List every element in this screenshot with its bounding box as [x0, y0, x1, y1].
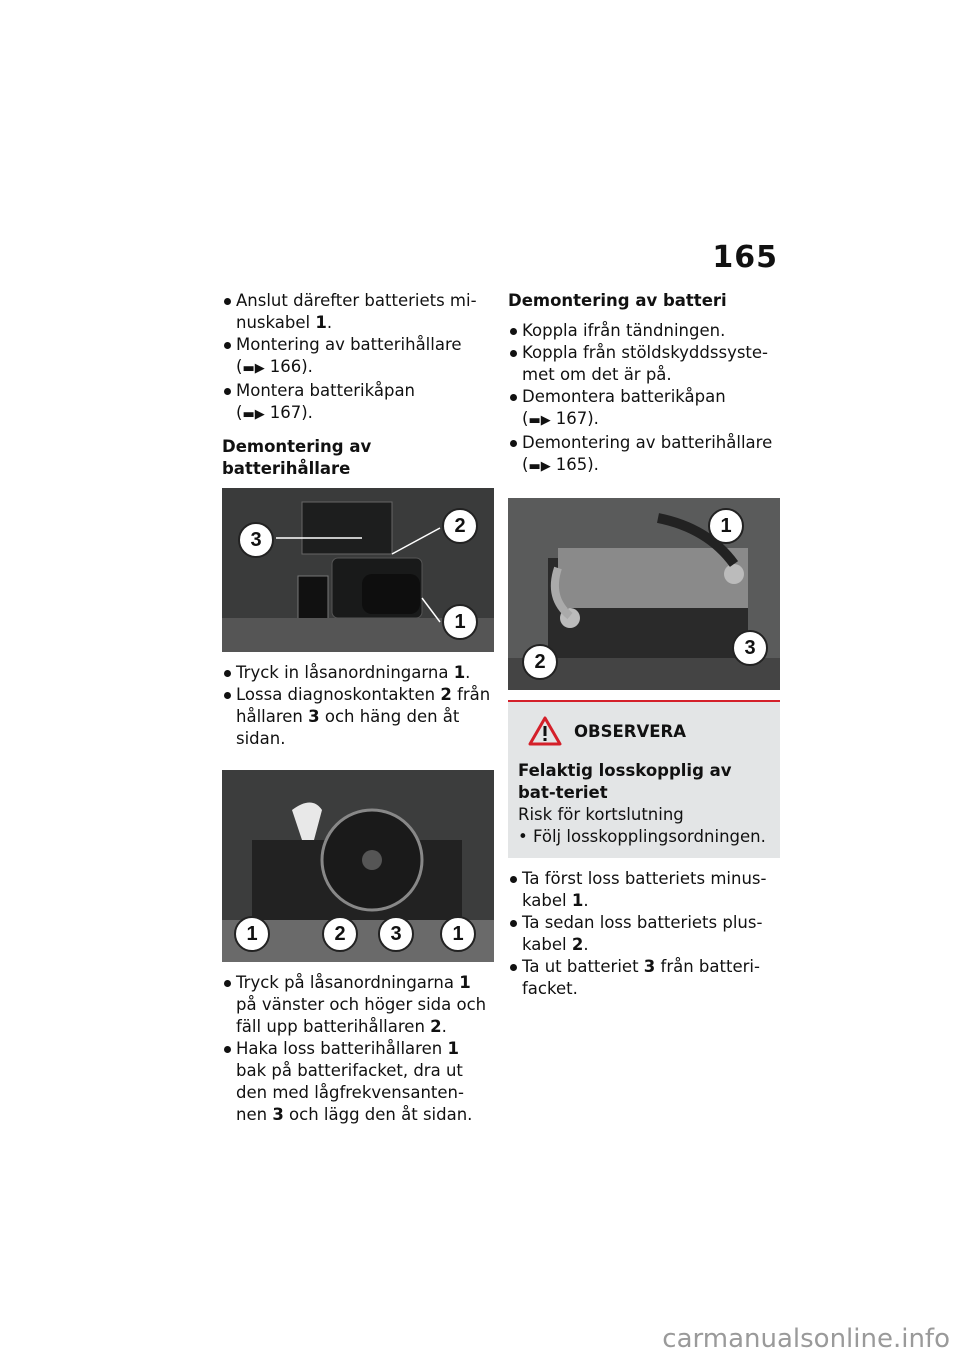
step-text: på vänster och höger sida och fäll upp batterihållaren: [236, 995, 487, 1036]
step-text: Montering av batterihållare: [236, 335, 462, 354]
ref-number: 3: [308, 707, 320, 726]
step-text: bak på batterifacket, dra ut den med lågfrekvensanten-nen: [236, 1061, 464, 1124]
figure-battery-holder-lift: [222, 770, 494, 962]
right-column: [508, 290, 780, 1000]
step-text: Ta sedan loss batteriets plus-kabel: [522, 913, 763, 954]
ref-page: 165).: [555, 455, 599, 474]
figure-battery: [508, 498, 780, 690]
step-text: Ta ut batteriet: [522, 957, 644, 976]
arrow-right-icon: ▬▶: [528, 413, 551, 428]
list-item: [508, 956, 780, 1000]
warning-header: [528, 716, 770, 746]
step-text: och lägg den åt sidan.: [283, 1105, 473, 1124]
step-text: från batteri-facket.: [522, 957, 760, 998]
callout-2: 2: [322, 916, 358, 952]
ref-number: 2: [571, 935, 584, 954]
warning-subtitle: Felaktig losskopplig av bat-teriet: [518, 761, 732, 802]
list-item: [222, 290, 494, 334]
page-number: 165: [712, 240, 778, 275]
list-item: [222, 380, 494, 426]
step-text: Montera batterikåpan: [236, 381, 416, 400]
warning-label: OBSERVERA: [574, 721, 686, 741]
ref-number: 2: [430, 1017, 442, 1036]
ref-number: 1: [453, 663, 466, 682]
step-text: Tryck in låsanordningarna: [236, 663, 454, 682]
step-text: .: [583, 891, 589, 910]
section-heading: Demontering av batteri: [508, 291, 727, 310]
list-item: [222, 334, 494, 380]
list-item: [508, 868, 780, 912]
callout-1: 1: [234, 916, 270, 952]
page-reference[interactable]: (▬▶ 165).: [522, 455, 599, 474]
list-item: [508, 386, 780, 432]
ref-number: 1: [315, 313, 327, 332]
list-item: [508, 432, 780, 478]
section-heading: Demontering av batterihållare: [222, 437, 372, 478]
page-reference[interactable]: (▬▶ 166).: [236, 357, 313, 376]
step-text: Lossa diagnoskontakten: [236, 685, 441, 704]
step-text: Koppla från stöldskyddssyste-met om det är på.: [522, 343, 769, 384]
step-text: .: [583, 935, 589, 954]
ref-number: 1: [571, 891, 584, 910]
list-item: [222, 1038, 494, 1126]
figure-battery-holder-diag: [222, 488, 494, 652]
step-text: Tryck på låsanordningarna: [236, 973, 460, 992]
watermark: carmanualsonline.info: [662, 1324, 950, 1354]
list-item: [508, 912, 780, 956]
ref-page: 167).: [269, 403, 313, 422]
callout-3: 3: [378, 916, 414, 952]
page-reference[interactable]: (▬▶ 167).: [236, 403, 313, 422]
step-text: Demontera batterikåpan: [522, 387, 726, 406]
step-text: Ta först loss batteriets minus-kabel: [522, 869, 767, 910]
warning-box: [508, 700, 780, 858]
ref-number: 1: [459, 973, 471, 992]
warning-action: • Följ losskopplingsordningen.: [518, 827, 766, 846]
ref-page: 167).: [555, 409, 599, 428]
list-item: [222, 662, 494, 684]
callout-2: 2: [442, 508, 478, 544]
left-column: [222, 290, 494, 1126]
step-text: .: [326, 313, 333, 332]
ref-number: 3: [272, 1105, 284, 1124]
step-text: Koppla ifrån tändningen.: [522, 321, 726, 340]
callout-1: 1: [442, 604, 478, 640]
step-text: .: [441, 1017, 447, 1036]
arrow-right-icon: ▬▶: [528, 459, 551, 474]
callout-1: 1: [440, 916, 476, 952]
callout-3: 3: [732, 630, 768, 666]
page-reference[interactable]: (▬▶ 167).: [522, 409, 599, 428]
ref-number: 2: [440, 685, 452, 704]
step-text: .: [465, 663, 471, 682]
step-text: från hållaren: [236, 685, 491, 726]
ref-page: 166).: [269, 357, 313, 376]
ref-number: 3: [643, 957, 656, 976]
step-text: Anslut därefter batteriets mi- nuskabel: [236, 291, 477, 332]
step-text: och häng den åt sidan.: [236, 707, 460, 748]
step-text: Demontering av batterihållare: [522, 433, 773, 452]
step-text: Haka loss batterihållaren: [236, 1039, 448, 1058]
arrow-right-icon: ▬▶: [242, 361, 265, 376]
list-item: [508, 320, 780, 342]
warning-risk: Risk för kortslutning: [518, 805, 684, 824]
warning-triangle-icon: [528, 716, 562, 746]
list-item: [508, 342, 780, 386]
callout-1: 1: [708, 508, 744, 544]
ref-number: 1: [447, 1039, 459, 1058]
callout-2: 2: [522, 644, 558, 680]
list-item: [222, 684, 494, 750]
callout-3: 3: [238, 522, 274, 558]
list-item: [222, 972, 494, 1038]
arrow-right-icon: ▬▶: [242, 407, 265, 422]
